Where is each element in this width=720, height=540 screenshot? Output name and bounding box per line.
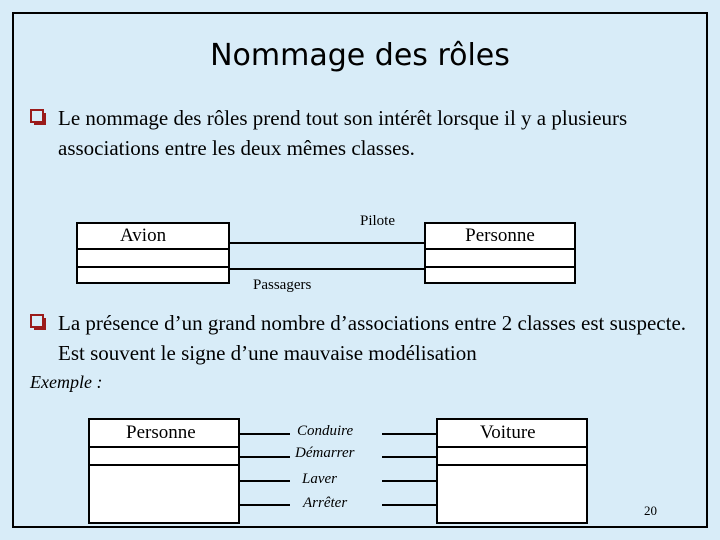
class-name-personne: Personne xyxy=(426,224,574,250)
class-box-voiture xyxy=(436,418,588,524)
page-number: 20 xyxy=(644,503,657,518)
association-label-conduire: Conduire xyxy=(297,423,354,439)
association-label-laver: Laver xyxy=(302,471,337,487)
square-bullet-icon xyxy=(30,109,44,123)
class-attributes xyxy=(90,448,238,466)
class-name-voiture: Voiture xyxy=(438,420,586,448)
square-bullet-icon xyxy=(30,314,44,328)
association-line-conduire-right xyxy=(382,433,436,435)
class-attributes xyxy=(78,250,228,268)
bullet-1-text: Le nommage des rôles prend tout son intérêt lorsque il y a plusieurs associations entre les deux mêmes classes. xyxy=(58,106,628,160)
association-line-laver-right xyxy=(382,480,436,482)
class-name-avion: Avion xyxy=(78,224,228,250)
role-label-passagers: Passagers xyxy=(253,277,312,293)
class-box-avion xyxy=(76,222,230,284)
role-label-pilote: Pilote xyxy=(360,213,396,229)
example-label: Exemple : xyxy=(30,372,103,392)
class-box-personne-2 xyxy=(88,418,240,524)
bullet-2-text: La présence d’un grand nombre d’associations entre 2 classes est suspecte. Est souvent le signe d’une mauvaise modélisation xyxy=(58,311,687,365)
association-line-arreter-left xyxy=(240,504,290,506)
class-attributes xyxy=(426,250,574,268)
association-line-pilote xyxy=(230,242,424,244)
association-line-passagers xyxy=(230,268,424,270)
association-line-laver-left xyxy=(240,480,290,482)
class-box-personne xyxy=(424,222,576,284)
association-line-demarrer-left xyxy=(240,456,290,458)
association-line-conduire-left xyxy=(240,433,290,435)
class-attributes xyxy=(438,448,586,466)
association-label-demarrer: Démarrer xyxy=(295,445,355,461)
association-line-arreter-right xyxy=(382,504,436,506)
slide-title: Nommage des rôles xyxy=(210,38,510,73)
association-line-demarrer-right xyxy=(382,456,436,458)
association-label-arreter: Arrêter xyxy=(303,495,348,511)
class-name-personne: Personne xyxy=(90,420,238,448)
class-operations xyxy=(426,268,574,284)
class-operations xyxy=(78,268,228,284)
